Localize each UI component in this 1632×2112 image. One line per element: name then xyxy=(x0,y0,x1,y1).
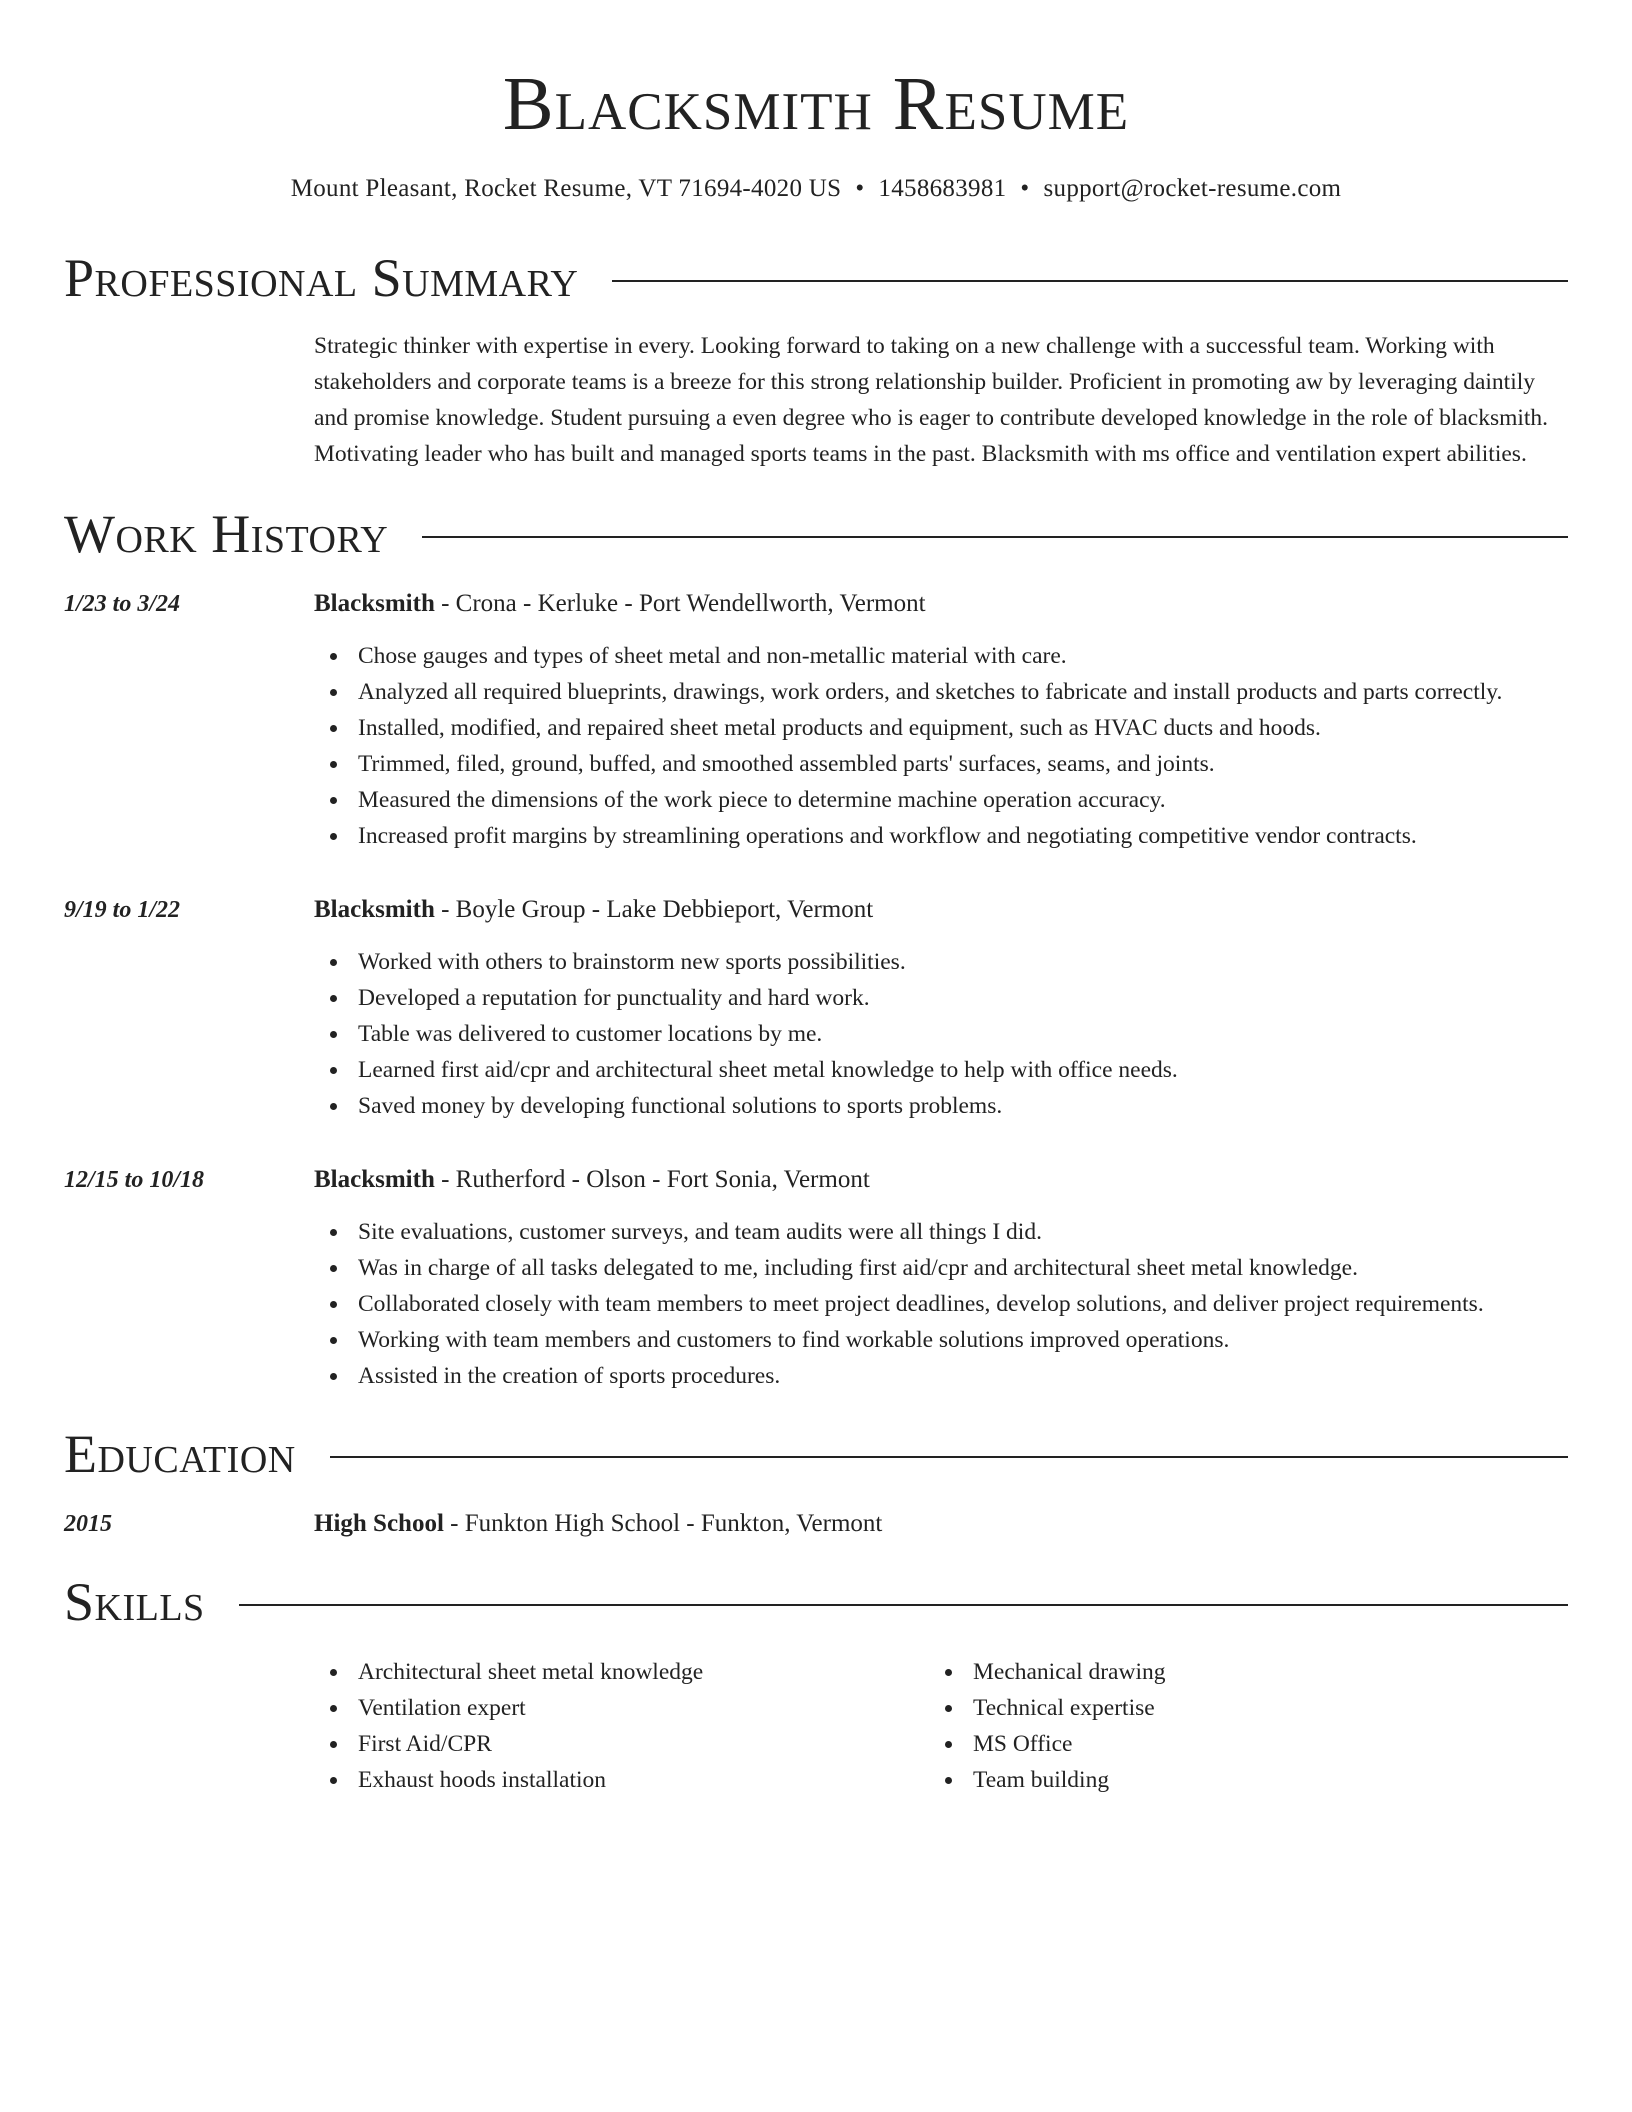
job-content xyxy=(314,586,1568,854)
education-section-header xyxy=(64,1424,1568,1484)
skills-grid xyxy=(314,1654,1568,1798)
list-item: Developed a reputation for punctuality and hard work. xyxy=(314,980,1568,1016)
list-item: Installed, modified, and repaired sheet metal products and equipment, such as HVAC ducts and hoods. xyxy=(314,710,1568,746)
list-item: Working with team members and customers to find workable solutions improved operations. xyxy=(314,1322,1568,1358)
section-divider xyxy=(330,1456,1568,1458)
job-bullets xyxy=(314,1214,1568,1394)
job-employer: - Crona - Kerluke - Port Wendellworth, Vermont xyxy=(434,590,926,617)
education-section-title: Education xyxy=(64,1424,296,1484)
skills-section-header xyxy=(64,1572,1568,1632)
list-item: Was in charge of all tasks delegated to me, including first aid/cpr and architectural sheet metal knowledge. xyxy=(314,1250,1568,1286)
list-item: Analyzed all required blueprints, drawings, work orders, and sketches to fabricate and install products and parts correctly. xyxy=(314,674,1568,710)
work-section-title: Work History xyxy=(64,504,389,564)
job-title: Blacksmith xyxy=(314,590,435,617)
skill-item: First Aid/CPR xyxy=(314,1726,929,1762)
education-school: - Funkton High School - Funkton, Vermont xyxy=(443,1510,883,1537)
summary-section-title: Professional Summary xyxy=(64,248,579,308)
list-item: Site evaluations, customer surveys, and team audits were all things I did. xyxy=(314,1214,1568,1250)
list-item: Measured the dimensions of the work piece to determine machine operation accuracy. xyxy=(314,782,1568,818)
contact-email: support@rocket-resume.com xyxy=(1043,175,1342,202)
education-content xyxy=(314,1506,1568,1542)
job-content xyxy=(314,1162,1568,1394)
job-entry xyxy=(64,1162,1568,1394)
skill-item: Exhaust hoods installation xyxy=(314,1762,929,1798)
skills-column-left xyxy=(314,1654,929,1798)
job-dates: 9/19 to 1/22 xyxy=(64,897,181,923)
list-item: Table was delivered to customer locations by me. xyxy=(314,1016,1568,1052)
job-entry xyxy=(64,586,1568,854)
job-content xyxy=(314,892,1568,1124)
contact-separator: • xyxy=(1020,175,1030,202)
section-divider xyxy=(612,280,1568,282)
job-dates: 12/15 to 10/18 xyxy=(64,1167,205,1193)
list-item: Collaborated closely with team members to meet project deadlines, develop solutions, and deliver project requirements. xyxy=(314,1286,1568,1322)
section-divider xyxy=(422,536,1568,538)
job-bullets xyxy=(314,638,1568,854)
work-section-header xyxy=(64,504,1568,564)
list-item: Assisted in the creation of sports procedures. xyxy=(314,1358,1568,1394)
job-employer: - Rutherford - Olson - Fort Sonia, Vermont xyxy=(434,1166,870,1193)
list-item: Trimmed, filed, ground, buffed, and smoothed assembled parts' surfaces, seams, and joints. xyxy=(314,746,1568,782)
contact-separator: • xyxy=(855,175,865,202)
job-title: Blacksmith xyxy=(314,896,435,923)
list-item: Chose gauges and types of sheet metal and non-metallic material with care. xyxy=(314,638,1568,674)
contact-line xyxy=(64,174,1568,204)
skill-item: Mechanical drawing xyxy=(929,1654,1544,1690)
skill-item: Architectural sheet metal knowledge xyxy=(314,1654,929,1690)
job-title: Blacksmith xyxy=(314,1166,435,1193)
summary-text: Strategic thinker with expertise in every. Looking forward to taking on a new challenge with a successful team. Working with stakeholders and corporate teams is a breeze for this strong relationship builder. Proficient in promoting aw by leveraging daintily and promise knowledge. Student pursuing a even degree who is eager to contribute developed knowledge in the role of blacksmith. Motivating leader who has built and managed sports teams in the past. Blacksmith with ms office and ventilation expert abilities. xyxy=(314,333,1549,467)
education-year: 2015 xyxy=(64,1511,112,1537)
skill-item: MS Office xyxy=(929,1726,1544,1762)
list-item: Worked with others to brainstorm new sports possibilities. xyxy=(314,944,1568,980)
list-item: Saved money by developing functional solutions to sports problems. xyxy=(314,1088,1568,1124)
resume-name: Blacksmith Resume xyxy=(502,62,1130,146)
list-item: Increased profit margins by streamlining operations and workflow and negotiating competitive vendor contracts. xyxy=(314,818,1568,854)
job-entry xyxy=(64,892,1568,1124)
job-heading xyxy=(314,892,1568,928)
section-divider xyxy=(239,1604,1568,1606)
education-entry xyxy=(64,1506,1568,1542)
skill-item: Technical expertise xyxy=(929,1690,1544,1726)
skill-item: Team building xyxy=(929,1762,1544,1798)
job-dates: 1/23 to 3/24 xyxy=(64,591,181,617)
job-heading xyxy=(314,1162,1568,1198)
job-heading xyxy=(314,586,1568,622)
contact-phone: 1458683981 xyxy=(878,175,1007,202)
job-bullets xyxy=(314,944,1568,1124)
skills-column-right xyxy=(929,1654,1544,1798)
job-employer: - Boyle Group - Lake Debbieport, Vermont xyxy=(434,896,874,923)
contact-address: Mount Pleasant, Rocket Resume, VT 71694-4020 US xyxy=(290,175,842,202)
skills-section-title: Skills xyxy=(64,1572,205,1632)
summary-section-header xyxy=(64,248,1568,308)
skill-item: Ventilation expert xyxy=(314,1690,929,1726)
list-item: Learned first aid/cpr and architectural sheet metal knowledge to help with office needs. xyxy=(314,1052,1568,1088)
education-heading xyxy=(314,1506,1568,1542)
education-degree: High School xyxy=(314,1510,444,1537)
